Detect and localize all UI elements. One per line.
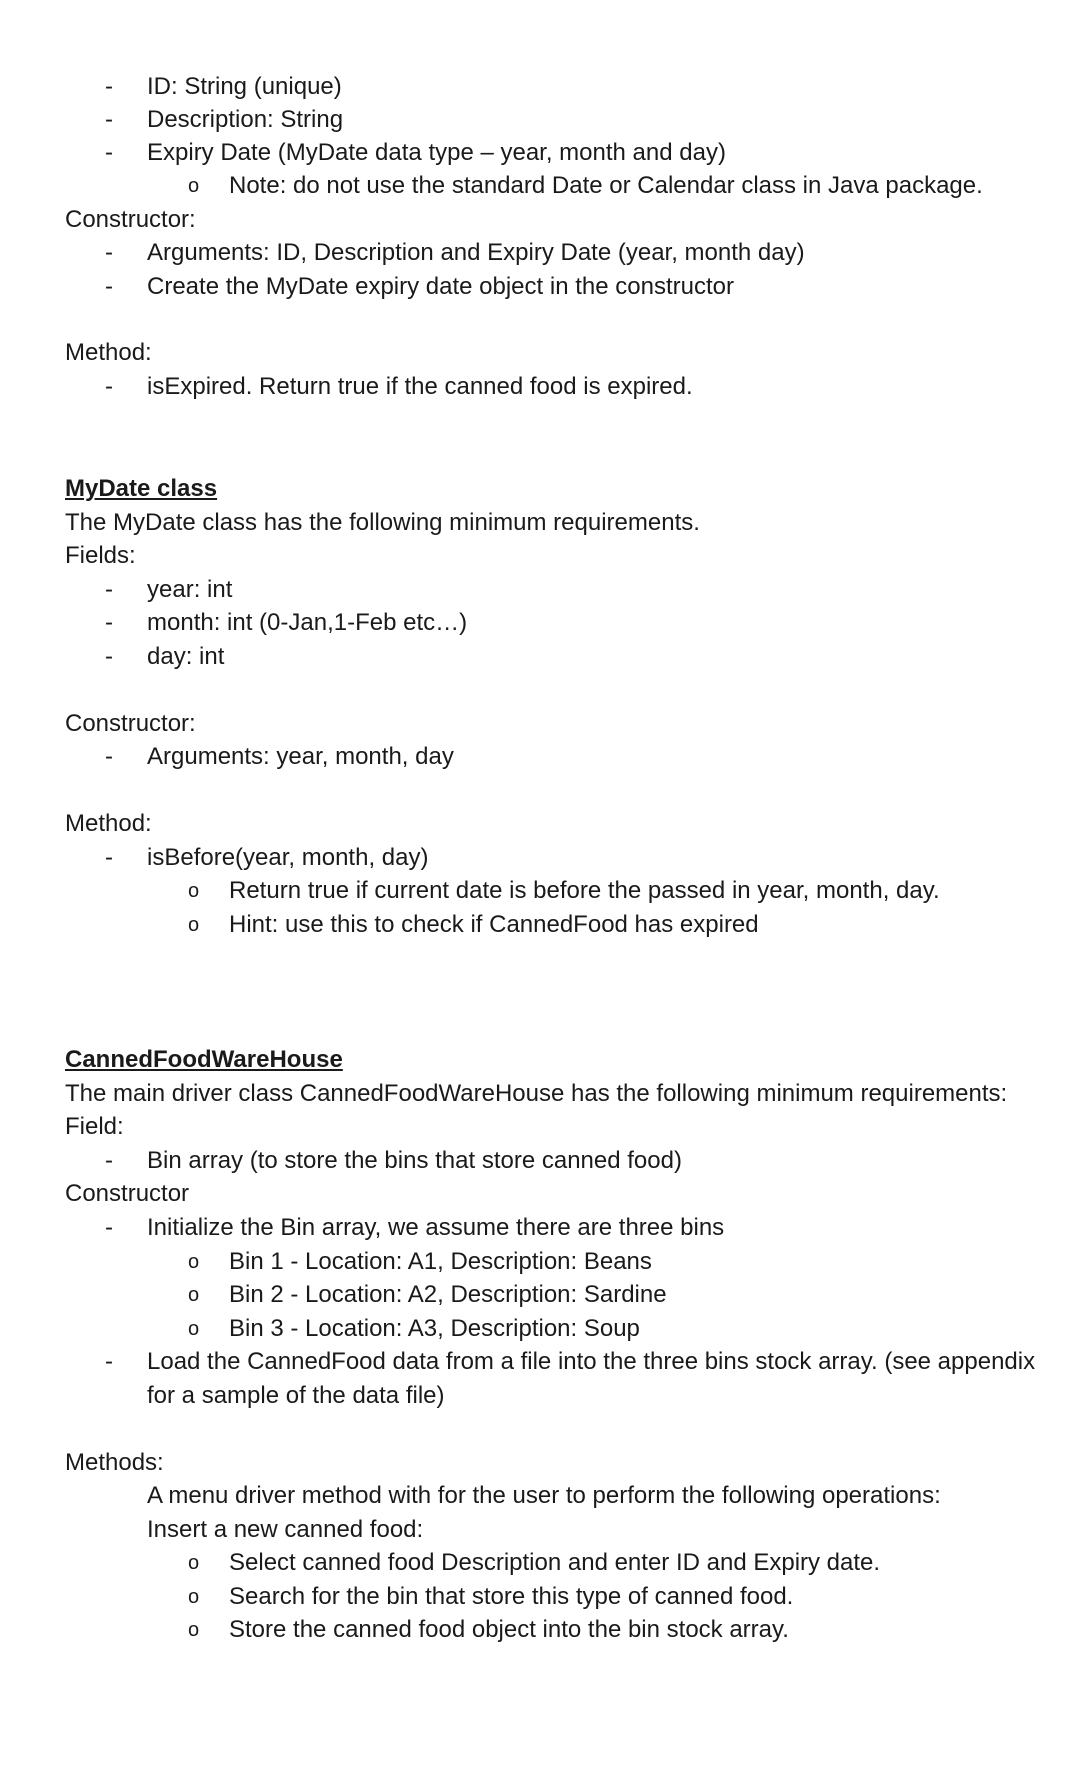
bullet-dash: - <box>105 139 113 166</box>
isbefore-hint: Hint: use this to check if CannedFood has expired <box>229 911 759 938</box>
bullet-dash: - <box>105 273 113 300</box>
warehouse-constructor-init: Initialize the Bin array, we assume there are three bins <box>147 1214 725 1241</box>
constructor-arguments: Arguments: ID, Description and Expiry Date (year, month day) <box>147 239 805 266</box>
mydate-method-label: Method: <box>65 810 152 837</box>
expiry-note: Note: do not use the standard Date or Calendar class in Java package. <box>229 172 983 199</box>
warehouse-intro: The main driver class CannedFoodWareHouse has the following minimum requirements: <box>65 1080 1008 1107</box>
bullet-circle: o <box>188 914 200 936</box>
mydate-fields-label: Fields: <box>65 542 136 569</box>
warehouse-heading: CannedFoodWareHouse <box>65 1046 343 1073</box>
bullet-dash: - <box>105 643 113 670</box>
mydate-field-day: day: int <box>147 643 225 670</box>
bullet-dash: - <box>105 576 113 603</box>
constructor-label: Constructor: <box>65 206 196 233</box>
bullet-dash: - <box>105 239 113 266</box>
bullet-circle: o <box>188 1586 200 1608</box>
mydate-field-year: year: int <box>147 576 233 603</box>
bullet-dash: - <box>105 609 113 636</box>
warehouse-field-bin-array: Bin array (to store the bins that store canned food) <box>147 1147 682 1174</box>
bullet-dash: - <box>105 1147 113 1174</box>
isbefore-return: Return true if current date is before the passed in year, month, day. <box>229 877 940 904</box>
bullet-dash: - <box>105 106 113 133</box>
field-description: Description: String <box>147 106 344 133</box>
bin-3: Bin 3 - Location: A3, Description: Soup <box>229 1315 640 1342</box>
load-data-line-2: for a sample of the data file) <box>147 1382 445 1409</box>
bullet-dash: - <box>105 743 113 770</box>
mydate-constructor-arguments: Arguments: year, month, day <box>147 743 454 770</box>
bullet-dash: - <box>105 373 113 400</box>
bullet-circle: o <box>188 1619 200 1641</box>
method-label: Method: <box>65 339 152 366</box>
bullet-circle: o <box>188 1318 200 1340</box>
bullet-circle: o <box>188 1251 200 1273</box>
insert-label: Insert a new canned food: <box>147 1516 424 1543</box>
constructor-create: Create the MyDate expiry date object in the constructor <box>147 273 734 300</box>
load-data-line-1: Load the CannedFood data from a file into the three bins stock array. (see appendix <box>147 1348 1036 1375</box>
mydate-method-isbefore: isBefore(year, month, day) <box>147 844 429 871</box>
bin-2: Bin 2 - Location: A2, Description: Sardine <box>229 1281 667 1308</box>
bin-1: Bin 1 - Location: A1, Description: Beans <box>229 1248 652 1275</box>
insert-step-store: Store the canned food object into the bin stock array. <box>229 1616 789 1643</box>
bullet-dash: - <box>105 844 113 871</box>
mydate-field-month: month: int (0-Jan,1-Feb etc…) <box>147 609 468 636</box>
field-expiry-date: Expiry Date (MyDate data type – year, month and day) <box>147 139 726 166</box>
bullet-circle: o <box>188 175 200 197</box>
menu-driver-intro: A menu driver method with for the user to perform the following operations: <box>147 1482 941 1509</box>
warehouse-field-label: Field: <box>65 1113 124 1140</box>
bullet-circle: o <box>188 1552 200 1574</box>
mydate-intro: The MyDate class has the following minimum requirements. <box>65 509 700 536</box>
insert-step-select: Select canned food Description and enter ID and Expiry date. <box>229 1549 881 1576</box>
method-isexpired: isExpired. Return true if the canned food is expired. <box>147 373 693 400</box>
bullet-circle: o <box>188 880 200 902</box>
warehouse-constructor-label: Constructor <box>65 1180 190 1207</box>
mydate-constructor-label: Constructor: <box>65 710 196 737</box>
mydate-heading: MyDate class <box>65 475 218 502</box>
field-id: ID: String (unique) <box>147 73 342 100</box>
bullet-dash: - <box>105 73 113 100</box>
bullet-circle: o <box>188 1284 200 1306</box>
bullet-dash: - <box>105 1214 113 1241</box>
warehouse-methods-label: Methods: <box>65 1449 164 1476</box>
insert-step-search: Search for the bin that store this type of canned food. <box>229 1583 794 1610</box>
bullet-dash: - <box>105 1348 113 1375</box>
